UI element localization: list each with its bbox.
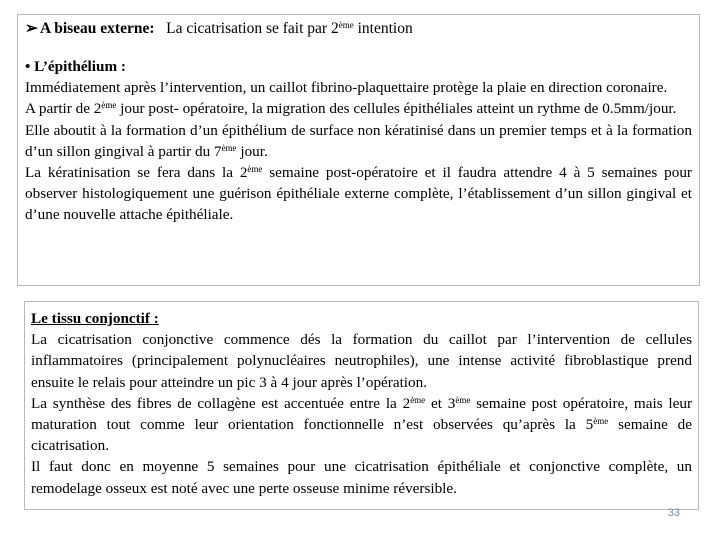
heading-bold-label: A biseau externe: — [40, 20, 155, 37]
text-run: A partir de 2 — [25, 100, 102, 118]
epithelium-section-box — [17, 14, 700, 286]
superscript: ème — [221, 142, 237, 153]
superscript: ème — [247, 164, 263, 175]
epithelium-paragraph-1: Immédiatement après l’intervention, un caillot fibrino-plaquettaire protège la plaie en direction coronaire. — [25, 79, 668, 97]
connective-tissue-title: Le tissu conjonctif : — [31, 310, 159, 327]
text-run: La synthèse des fibres de collagène est accentuée entre la 2 — [31, 394, 411, 412]
connective-paragraph-3: Il faut donc en moyenne 5 semaines pour une cicatrisation épithéliale et conjonctive complète, un remodelage osseux est noté avec une perte osseuse minime réversible. — [31, 458, 692, 497]
text-run: semaine post opératoire, mais leur maturation tout comme leur orientation fonctionnelle n’est observées qu’après la 5 — [31, 394, 692, 434]
arrow-bullet-icon: ➢ — [25, 20, 38, 37]
connective-paragraph-2 — [31, 393, 692, 457]
superscript: ème — [101, 100, 117, 111]
heading-text: La cicatrisation se fait par 2 — [166, 20, 339, 37]
epithelium-title: • L’épithélium : — [25, 58, 126, 75]
superscript: ème — [410, 394, 426, 405]
text-run: jour. — [236, 142, 268, 160]
text-run: jour post- opératoire, la migration des cellules épithéliales atteint un rythme de 0.5mm/jour. — [116, 100, 677, 118]
epithelium-paragraph-2 — [25, 98, 692, 119]
page-number: 33 — [667, 507, 680, 519]
text-run: semaine de cicatrisation. — [31, 416, 692, 455]
connective-tissue-section-box — [24, 301, 699, 510]
superscript: ème — [455, 394, 471, 405]
epithelium-paragraph-4 — [25, 162, 692, 226]
heading-superscript: ème — [338, 20, 354, 30]
superscript: ème — [593, 416, 609, 427]
text-run: Elle aboutit à la formation d’un épithélium de surface non kératinisé dans un premier temps et à la formation d’un sillon gingival à partir du 7 — [25, 121, 692, 160]
text-run: semaine post-opératoire et il faudra attendre 4 à 5 semaines pour observer histologiquement une guérison épithéliale externe complète, l’établissement d’un sillon gingival et d’une nouvelle attache épithéliale. — [25, 164, 692, 224]
section-heading — [25, 19, 692, 39]
epithelium-paragraph-3 — [25, 120, 692, 162]
connective-paragraph-1: La cicatrisation conjonctive commence dés la formation du caillot par l’intervention de cellules inflammatoires (principalement polynucléaires neutrophiles), une intense activité fibroblastique prend ensuite le relais pour atteindre un pic 3 à 4 jour après l’opération. — [31, 331, 692, 391]
text-run: La kératinisation se fera dans la 2 — [25, 164, 248, 182]
heading-text-end: intention — [353, 20, 413, 37]
text-run: et 3 — [425, 394, 456, 412]
